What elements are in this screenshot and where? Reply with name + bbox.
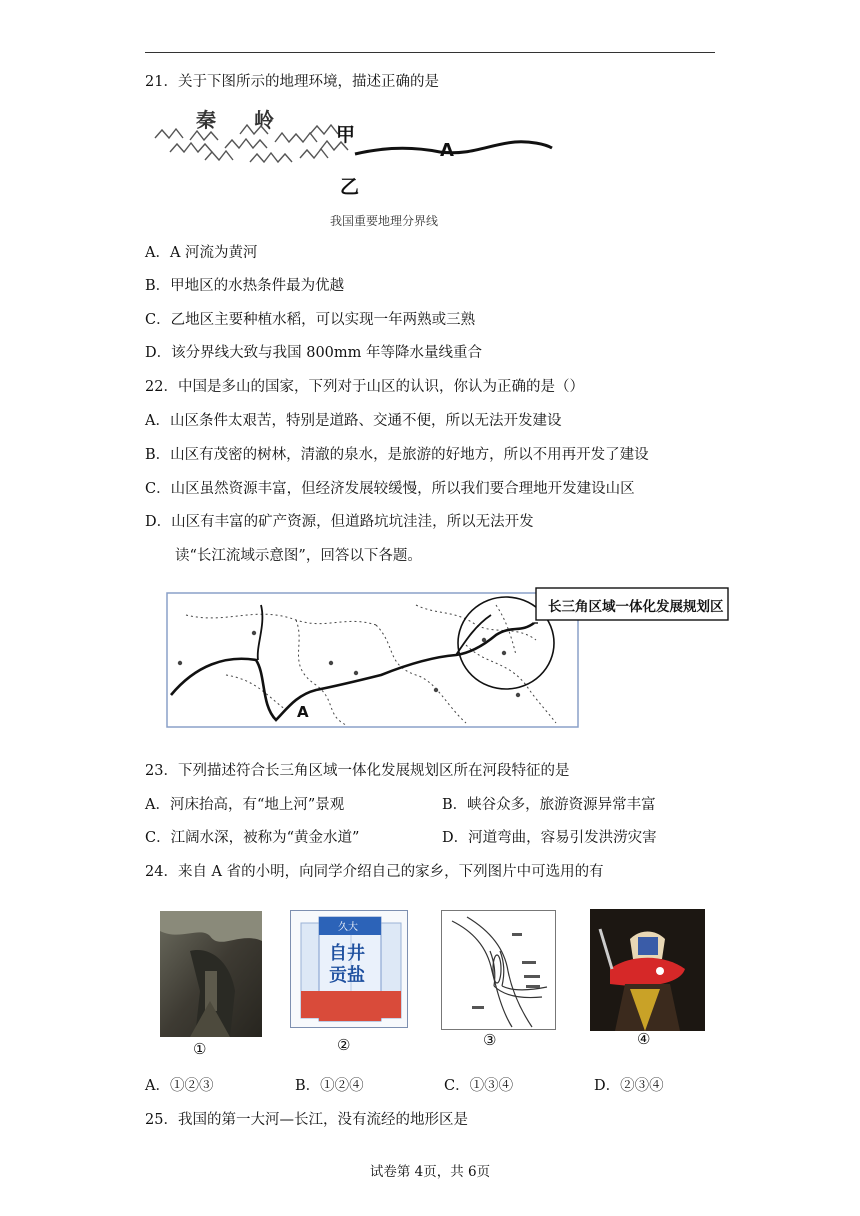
q25-stem: 25．我国的第一大河—长江，没有流经的地形区是 bbox=[145, 1112, 468, 1128]
photo-opera-performer bbox=[590, 909, 705, 1031]
image-number-4: ④ bbox=[637, 1030, 651, 1048]
photo-salt-package bbox=[290, 910, 408, 1028]
q22-option-c[interactable]: C．山区虽然资源丰富，但经济发展较缓慢，所以我们要合理地开发建设山区 bbox=[145, 481, 635, 497]
label-yi: 乙 bbox=[340, 176, 360, 198]
q21-option-c[interactable]: C．乙地区主要种植水稻，可以实现一年两熟或三熟 bbox=[145, 312, 476, 328]
q24-option-c[interactable]: C．①③④ bbox=[444, 1078, 514, 1094]
header-rule bbox=[145, 52, 715, 53]
q24-option-a[interactable]: A．①②③ bbox=[145, 1078, 214, 1094]
q24-option-d[interactable]: D．②③④ bbox=[594, 1078, 664, 1094]
salt-line2: 贡盐 bbox=[329, 965, 365, 986]
q21-stem: 21．关于下图所示的地理环境，描述正确的是 bbox=[145, 74, 439, 90]
q23-option-c[interactable]: C．江阔水深，被称为“黄金水道” bbox=[145, 830, 360, 846]
photo-cave bbox=[160, 911, 262, 1037]
q22-option-b[interactable]: B．山区有茂密的树林，清澈的泉水，是旅游的好地方，所以不用再开发了建设 bbox=[145, 447, 649, 463]
q21-option-b[interactable]: B．甲地区的水热条件最为优越 bbox=[145, 278, 345, 294]
yangtze-map bbox=[166, 585, 731, 730]
salt-brand: 久大 bbox=[338, 922, 358, 933]
q23-stem: 23．下列描述符合长三角区域一体化发展规划区所在河段特征的是 bbox=[145, 763, 570, 779]
page-footer: 试卷第 4页，共 6页 bbox=[369, 1164, 491, 1180]
mountain-range bbox=[155, 125, 348, 162]
map-point-a: A bbox=[297, 703, 309, 721]
q22-option-a[interactable]: A．山区条件太艰苦，特别是道路、交通不便，所以无法开发建设 bbox=[145, 413, 562, 429]
q22-option-d[interactable]: D．山区有丰富的矿产资源，但道路坑坑洼洼，所以无法开发 bbox=[145, 514, 534, 530]
q24-stem: 24．来自 A 省的小明，向同学介绍自己的家乡，下列图片中可选用的有 bbox=[145, 864, 604, 880]
figure-caption: 我国重要地理分界线 bbox=[330, 214, 439, 228]
salt-line1: 自井 bbox=[329, 943, 365, 964]
label-ling: 岭 bbox=[254, 108, 274, 132]
q24-option-b[interactable]: B．①②④ bbox=[295, 1078, 364, 1094]
image-number-1: ① bbox=[193, 1040, 207, 1058]
image-number-3: ③ bbox=[483, 1031, 497, 1049]
label-qin: 秦 bbox=[196, 108, 216, 132]
q23-option-d[interactable]: D．河道弯曲，容易引发洪涝灾害 bbox=[442, 830, 657, 846]
q21-option-a[interactable]: A．A 河流为黄河 bbox=[145, 245, 258, 261]
q23-option-a[interactable]: A．河床抬高，有“地上河”景观 bbox=[145, 797, 345, 813]
reading-intro: 读“长江流域示意图”，回答以下各题。 bbox=[175, 548, 422, 564]
image-number-2: ② bbox=[337, 1036, 351, 1054]
label-river-a: A bbox=[440, 140, 454, 161]
q22-stem: 22．中国是多山的国家，下列对于山区的认识，你认为正确的是（） bbox=[145, 379, 584, 395]
map-callout: 长三角区域一体化发展规划区 bbox=[548, 599, 724, 615]
label-jia: 甲 bbox=[336, 124, 356, 146]
q23-option-b[interactable]: B．峡谷众多，旅游资源异常丰富 bbox=[442, 797, 656, 813]
q21-figure bbox=[150, 100, 560, 235]
diagram-river-weir bbox=[441, 910, 556, 1030]
q21-option-d[interactable]: D．该分界线大致与我国 800mm 年等降水量线重合 bbox=[145, 345, 483, 361]
